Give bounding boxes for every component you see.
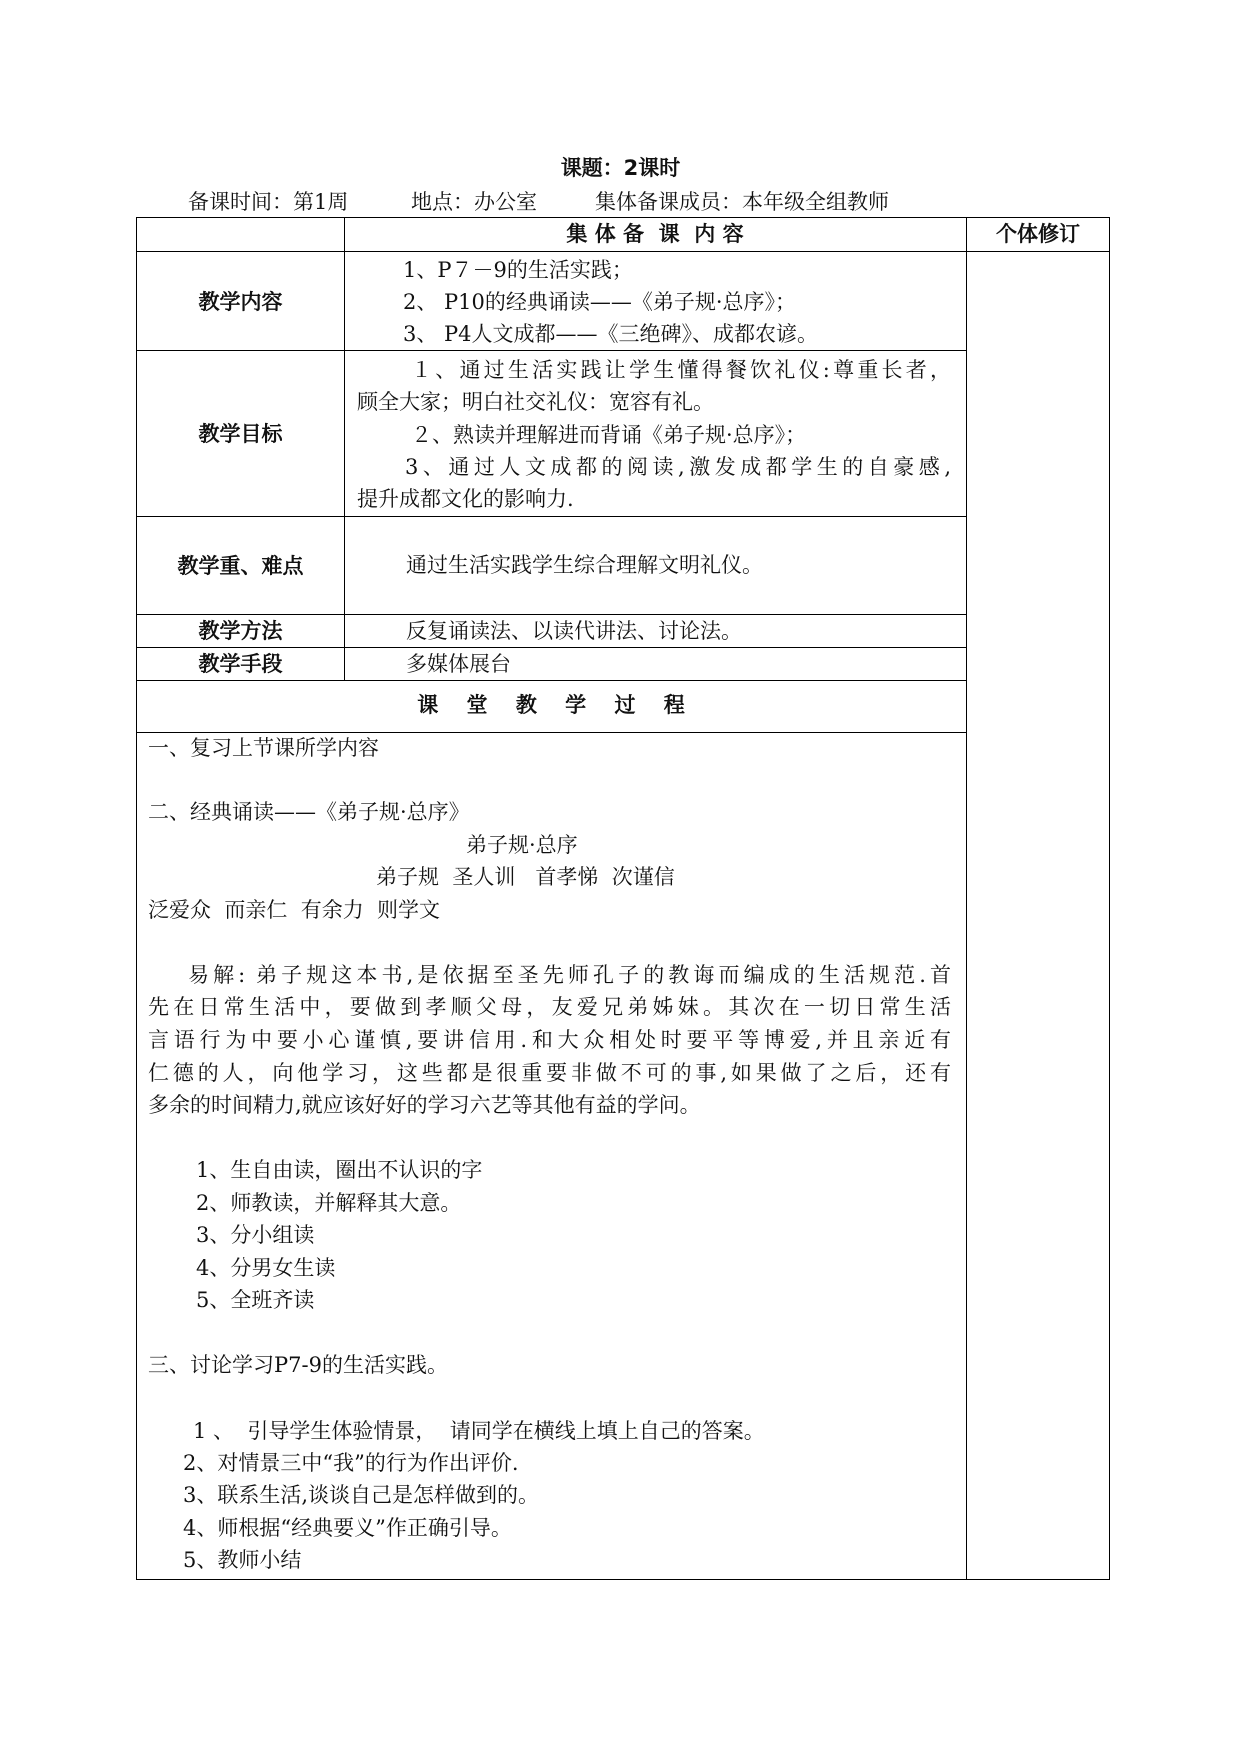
section-classic-reading: 二、经典诵读——《弟子规·总序》 xyxy=(148,800,470,824)
process-header: 课 堂 教 学 过 程 xyxy=(417,693,685,717)
reading-step: 4、分男女生读 xyxy=(196,1256,336,1280)
document-title: 课题：2课时 xyxy=(560,156,681,180)
content-line-3: 3、 P4人文成都——《三绝碑》、成都农谚。 xyxy=(403,322,819,346)
side-column-divider xyxy=(966,217,967,1580)
label-column-divider xyxy=(344,217,345,680)
practice-step: 5、教师小结 xyxy=(183,1548,302,1572)
explain-line-4: 仁德的人，向他学习，这些都是很重要非做不可的事,如果做了之后，还有 xyxy=(148,1061,951,1085)
row-label-means: 教学手段 xyxy=(198,652,283,676)
prep-place: 地点：办公室 xyxy=(411,190,537,214)
practice-step: 3、联系生活,谈谈自己是怎样做到的。 xyxy=(183,1483,540,1507)
poem-line-1: 弟子规 圣人训 首孝悌 次谨信 xyxy=(376,865,675,889)
prep-time: 备课时间：第1周 xyxy=(188,190,349,214)
table-header-side: 个体修订 xyxy=(996,222,1080,246)
explain-line-3: 言语行为中要小心谨慎,要讲信用.和大众相处时要平等博爱,并且亲近有 xyxy=(148,1028,951,1052)
goals-line-2: 顾全大家；明白社交礼仪：宽容有礼。 xyxy=(357,390,714,414)
row-divider xyxy=(136,647,966,648)
row-divider xyxy=(136,516,966,517)
poem-line-2: 泛爱众 而亲仁 有余力 则学文 xyxy=(148,898,441,922)
practice-step: 2、对情景三中“我”的行为作出评价. xyxy=(183,1451,519,1475)
goals-line-4: 3、通过人文成都的阅读,激发成都学生的自豪感, xyxy=(405,455,951,479)
row-divider xyxy=(136,350,966,351)
reading-step: 5、全班齐读 xyxy=(196,1288,315,1312)
goals-line-3: ２、熟读并理解进而背诵《弟子规·总序》； xyxy=(411,423,807,447)
explain-line-2: 先在日常生活中，要做到孝顺父母，友爱兄弟姊妹。其次在一切日常生活 xyxy=(148,995,951,1019)
reading-step: 1、生自由读，圈出不认识的字 xyxy=(196,1158,483,1182)
table-header-main: 集 体 备 课 内 容 xyxy=(566,222,744,246)
practice-step: 1 、 引导学生体验情景， 请同学在横线上填上自己的答案。 xyxy=(193,1419,765,1443)
row-label-difficulty: 教学重、难点 xyxy=(177,554,304,578)
row-label-content: 教学内容 xyxy=(198,290,283,314)
header-row-divider xyxy=(136,251,1110,252)
poem-title: 弟子规·总序 xyxy=(466,833,578,857)
explain-line-5: 多余的时间精力,就应该好好的学习六艺等其他有益的学问。 xyxy=(148,1093,701,1117)
explain-line-1: 易解: 弟子规这本书,是依据至圣先师孔子的教诲而编成的生活规范.首 xyxy=(188,963,951,987)
practice-step: 4、师根据“经典要义”作正确引导。 xyxy=(183,1516,512,1540)
goals-line-5: 提升成都文化的影响力. xyxy=(357,487,574,511)
row-label-method: 教学方法 xyxy=(198,619,283,643)
content-line-1: 1、P７－9的生活实践； xyxy=(403,258,633,282)
section-practice-discussion: 三、讨论学习P7-9的生活实践。 xyxy=(148,1353,448,1377)
row-label-goals: 教学目标 xyxy=(198,422,283,446)
row-divider xyxy=(136,680,966,681)
reading-step: 3、分小组读 xyxy=(196,1223,315,1247)
prep-members: 集体备课成员：本年级全组教师 xyxy=(595,190,889,214)
method-text: 反复诵读法、以读代讲法、讨论法。 xyxy=(406,619,742,643)
section-review: 一、复习上节课所学内容 xyxy=(148,736,379,760)
content-line-2: 2、 P10的经典诵读——《弟子规·总序》； xyxy=(403,290,797,314)
goals-line-1: １、通过生活实践让学生懂得餐饮礼仪:尊重长者， xyxy=(411,358,951,382)
means-text: 多媒体展台 xyxy=(406,652,511,676)
difficulty-text: 通过生活实践学生综合理解文明礼仪。 xyxy=(406,553,763,577)
reading-step: 2、师教读，并解释其大意。 xyxy=(196,1191,462,1215)
